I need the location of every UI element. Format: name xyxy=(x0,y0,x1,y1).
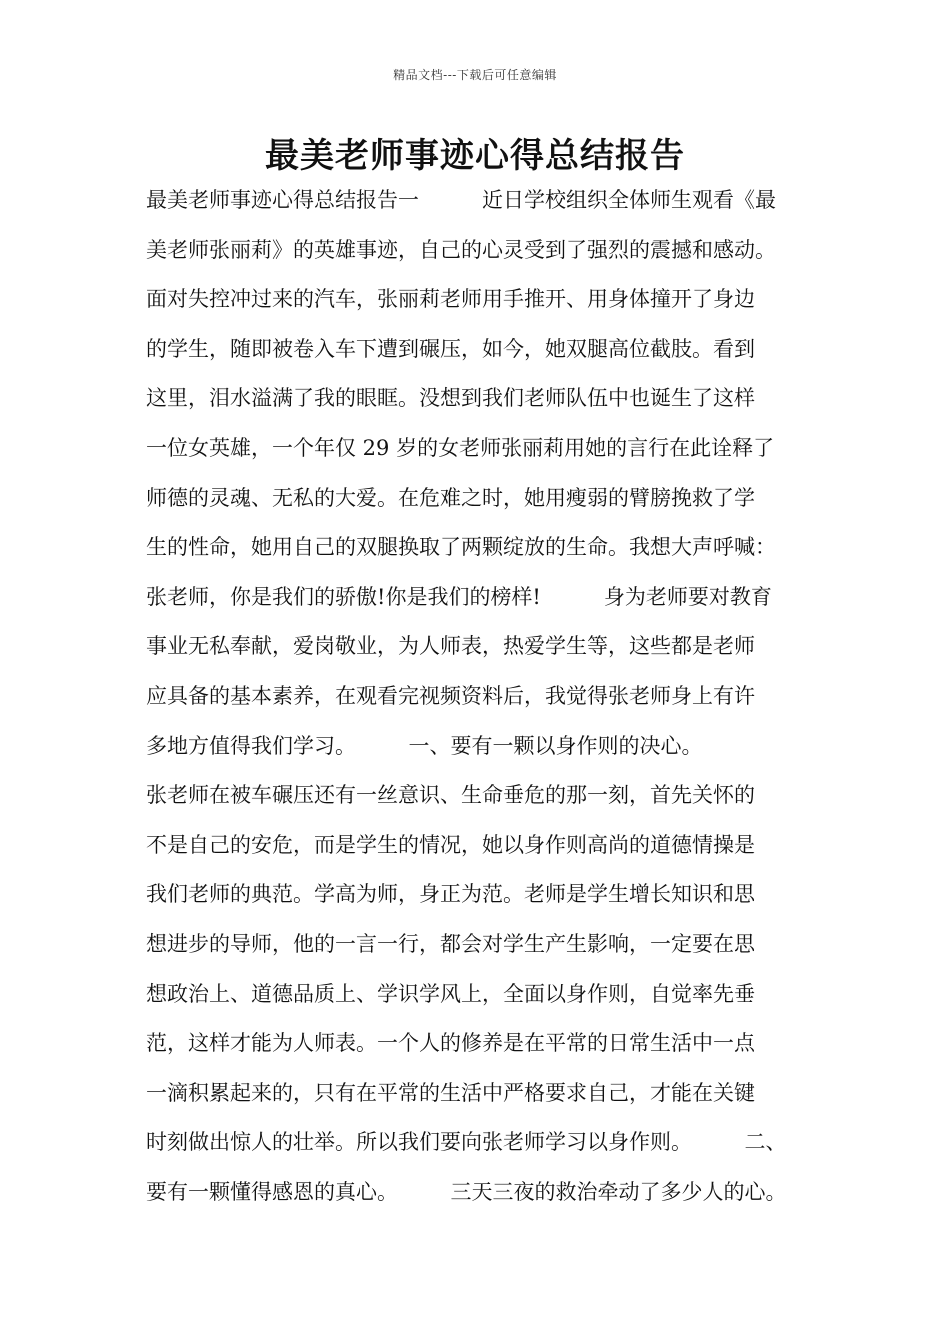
body-text-line: 应具备的基本素养，在观看完视频资料后，我觉得张老师身上有许 xyxy=(146,683,755,708)
body-text-line: 不是自己的安危，而是学生的情况，她以身作则高尚的道德情操是 xyxy=(146,832,755,857)
body-text-line: 生的性命，她用自己的双腿换取了两颗绽放的生命。我想大声呼喊： xyxy=(146,535,776,560)
document-title: 最美老师事迹心得总结报告 xyxy=(265,136,685,176)
body-text-line: 事业无私奉献，爱岗敬业，为人师表，热爱学生等，这些都是老师 xyxy=(146,634,755,659)
body-text-line: 范，这样才能为人师表。一个人的修养是在平常的日常生活中一点 xyxy=(146,1031,755,1056)
page-header-note: 精品文档---下载后可任意编辑 xyxy=(393,68,557,82)
body-text-line: 美老师张丽莉》的英雄事迹，自己的心灵受到了强烈的震撼和感动。 xyxy=(146,237,776,262)
body-text-line: 面对失控冲过来的汽车，张丽莉老师用手推开、用身体撞开了身边 xyxy=(146,287,755,312)
body-text-line: 张老师，你是我们的骄傲!你是我们的榜样! 身为老师要对教育 xyxy=(146,584,772,609)
body-text-line: 想政治上、道德品质上、学识学风上，全面以身作则，自觉率先垂 xyxy=(146,981,755,1006)
body-text-line: 一滴积累起来的，只有在平常的生活中严格要求自己，才能在关键 xyxy=(146,1080,755,1105)
body-text-line: 时刻做出惊人的壮举。所以我们要向张老师学习以身作则。 二、 xyxy=(146,1130,787,1155)
body-text-line: 师德的灵魂、无私的大爱。在危难之时，她用瘦弱的臂膀挽救了学 xyxy=(146,485,755,510)
body-text-line: 我们老师的典范。学高为师，身正为范。老师是学生增长知识和思 xyxy=(146,882,755,907)
body-text-line: 想进步的导师，他的一言一行，都会对学生产生影响，一定要在思 xyxy=(146,931,755,956)
body-text-line: 最美老师事迹心得总结报告一 近日学校组织全体师生观看《最 xyxy=(146,188,776,212)
body-text-line: 多地方值得我们学习。 一、要有一颗以身作则的决心。 xyxy=(146,733,703,758)
body-text-line: 一位女英雄，一个年仅 29 岁的女老师张丽莉用她的言行在此诠释了 xyxy=(146,435,775,460)
body-text-line: 的学生，随即被卷入车下遭到碾压，如今，她双腿高位截肢。看到 xyxy=(146,336,755,361)
body-text-line: 要有一颗懂得感恩的真心。 三天三夜的救治牵动了多少人的心。 xyxy=(146,1179,787,1204)
document-body xyxy=(146,180,826,1221)
body-text-line: 张老师在被车碾压还有一丝意识、生命垂危的那一刻，首先关怀的 xyxy=(146,783,755,808)
body-text-line: 这里，泪水溢满了我的眼眶。没想到我们老师队伍中也诞生了这样 xyxy=(146,386,755,411)
